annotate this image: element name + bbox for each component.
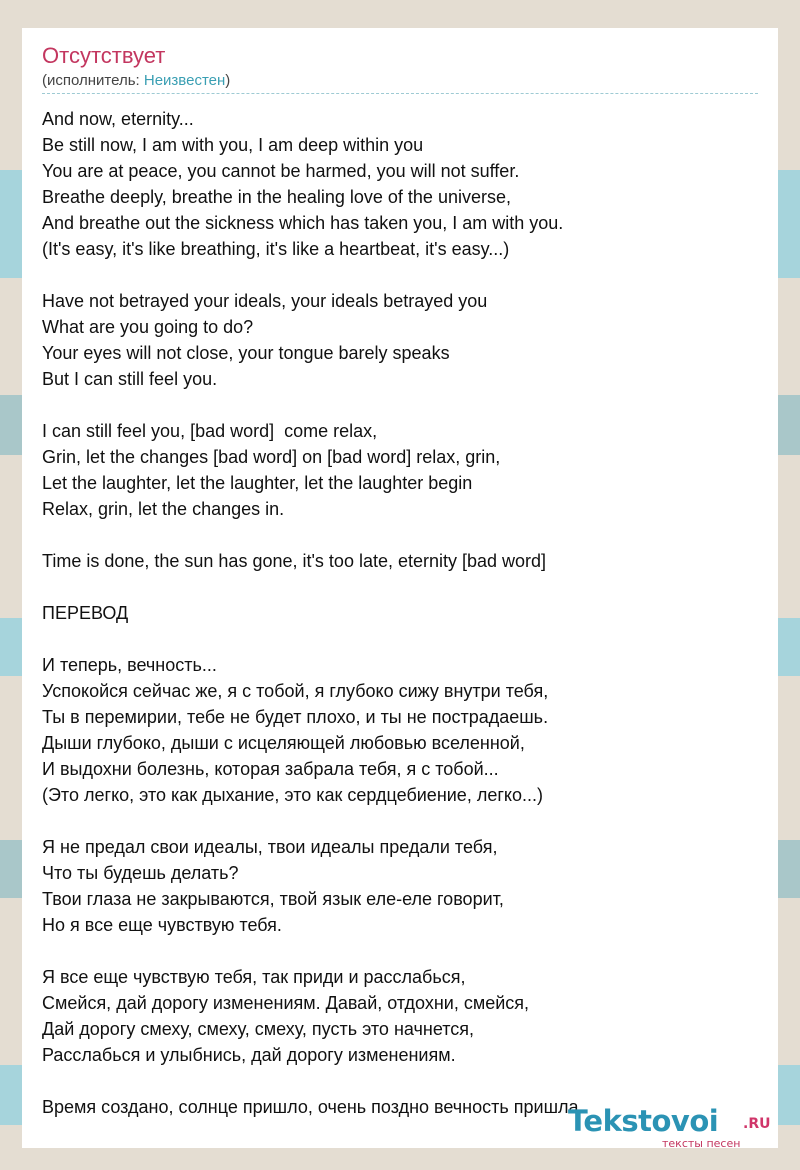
logo-tagline: тексты песен — [662, 1137, 741, 1150]
stanza-break — [42, 938, 762, 964]
tekstovoi-logo — [568, 1104, 778, 1152]
lyric-line: I can still feel you, [bad word] come relax, — [42, 421, 378, 441]
lyric-line: Relax, grin, let the changes in. — [42, 499, 285, 519]
lyric-line: Ты в перемирии, тебе не будет плохо, и ты не пострадаешь. — [42, 707, 549, 727]
artist-prefix: (исполнитель: — [42, 72, 144, 89]
stanza-break — [42, 1068, 762, 1094]
lyrics-text — [42, 106, 762, 1120]
stanza-break — [42, 626, 762, 652]
lyric-line: Твои глаза не закрываются, твой язык еле-еле говорит, — [42, 889, 504, 909]
lyric-line: And breathe out the sickness which has taken you, I am with you. — [42, 213, 564, 233]
stanza-break — [42, 522, 762, 548]
lyric-line: Time is done, the sun has gone, it's too late, eternity [bad word] — [42, 551, 547, 571]
lyric-line: Be still now, I am with you, I am deep within you — [42, 135, 424, 155]
lyric-line: Смейся, дай дорогу изменениям. Давай, отдохни, смейся, — [42, 993, 530, 1013]
lyric-line: ПЕРЕВОД — [42, 603, 129, 623]
logo-domain: .RU — [743, 1116, 771, 1132]
lyric-line: Let the laughter, let the laughter, let the laughter begin — [42, 473, 473, 493]
lyric-line: What are you going to do? — [42, 317, 254, 337]
lyric-line: И теперь, вечность... — [42, 655, 217, 675]
lyric-line: Что ты будешь делать? — [42, 863, 239, 883]
lyric-line: (It's easy, it's like breathing, it's like a heartbeat, it's easy...) — [42, 239, 510, 259]
lyric-line: Время создано, солнце пришло, очень поздно вечность пришла. — [42, 1097, 584, 1117]
lyric-line: But I can still feel you. — [42, 369, 218, 389]
lyric-line: Расслабься и улыбнись, дай дорогу изменениям. — [42, 1045, 456, 1065]
lyric-line: Успокойся сейчас же, я с тобой, я глубоко сижу внутри тебя, — [42, 681, 549, 701]
lyric-line: Grin, let the changes [bad word] on [bad word] relax, grin, — [42, 447, 501, 467]
lyric-line: (Это легко, это как дыхание, это как сердцебиение, легко...) — [42, 785, 543, 805]
lyric-line: И выдохни болезнь, которая забрала тебя, я с тобой... — [42, 759, 499, 779]
stanza-break — [42, 574, 762, 600]
lyric-line: Breathe deeply, breathe in the healing love of the universe, — [42, 187, 511, 207]
stanza-break — [42, 392, 762, 418]
lyric-line: And now, eternity... — [42, 109, 194, 129]
title-divider — [42, 93, 758, 94]
lyric-line: Но я все еще чувствую тебя. — [42, 915, 282, 935]
lyric-line: Дай дорогу смеху, смеху, смеху, пусть это начнется, — [42, 1019, 475, 1039]
lyric-line: You are at peace, you cannot be harmed, you will not suffer. — [42, 161, 520, 181]
lyrics-card — [22, 28, 778, 1148]
lyric-line: Have not betrayed your ideals, your ideals betrayed you — [42, 291, 488, 311]
lyric-line: Я не предал свои идеалы, твои идеалы предали тебя, — [42, 837, 498, 857]
stanza-break — [42, 808, 762, 834]
lyric-line: Your eyes will not close, your tongue barely speaks — [42, 343, 450, 363]
logo-wordmark: Tekstovoi — [568, 1104, 719, 1138]
artist-line — [42, 72, 230, 90]
stanza-break — [42, 262, 762, 288]
lyric-line: Я все еще чувствую тебя, так приди и расслабься, — [42, 967, 466, 987]
artist-suffix: ) — [225, 72, 231, 89]
lyric-line: Дыши глубоко, дыши с исцеляющей любовью вселенной, — [42, 733, 525, 753]
artist-link[interactable]: Неизвестен — [143, 72, 226, 89]
song-title: Отсутствует — [42, 43, 166, 68]
